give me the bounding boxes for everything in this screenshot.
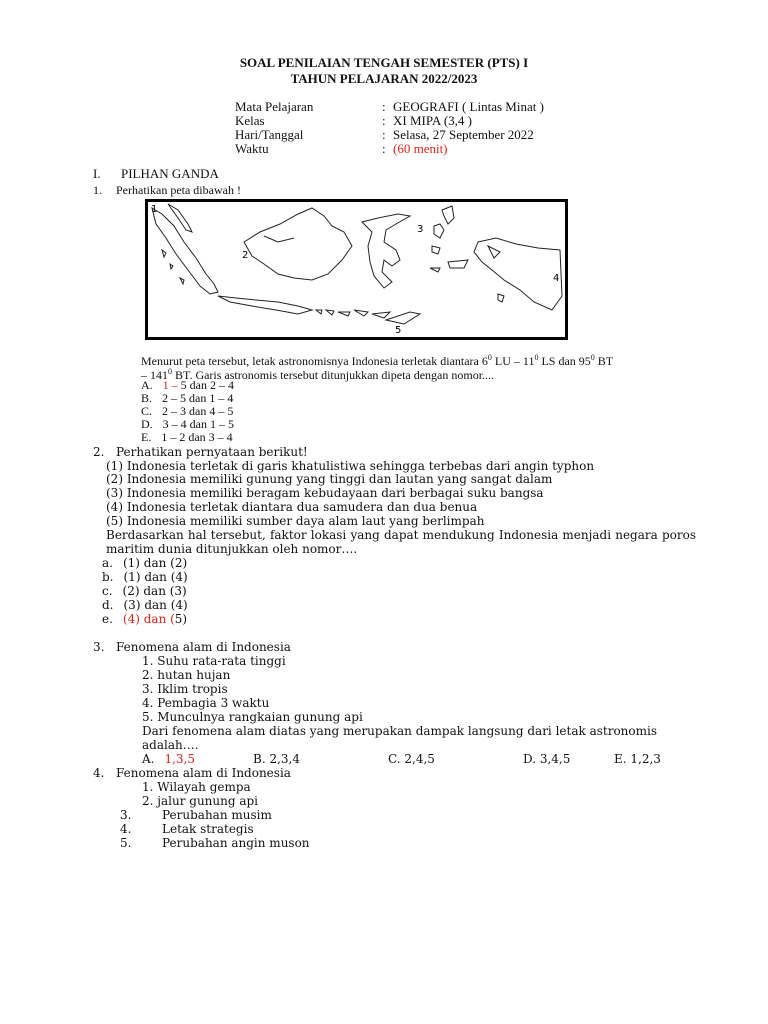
- meta-label: Hari/Tanggal: [235, 127, 304, 142]
- statement: (3) Indonesia memiliki beragam kebudayaan dari berbagai suku bangsa: [106, 486, 544, 500]
- map-label-3: 3: [417, 224, 424, 235]
- list-item: 4. Pembagia 3 waktu: [142, 696, 270, 710]
- option[interactable]: [141, 391, 233, 405]
- question-text: Fenomena alam di Indonesia: [116, 766, 291, 780]
- meta-sep: :: [382, 141, 386, 156]
- map-label-2: 2: [242, 250, 249, 261]
- option-letter: b.: [102, 570, 114, 584]
- degree-sup: 0: [168, 367, 172, 376]
- meta-sep: :: [382, 99, 386, 114]
- option-letter: c.: [102, 584, 113, 598]
- stem-part: Menurut peta tersebut, letak astronomisnya Indonesia terletak diantara 6: [141, 354, 488, 368]
- school-year: TAHUN PELAJARAN 2022/2023: [290, 71, 478, 86]
- option-letter: E.: [141, 430, 152, 444]
- option-text: (2) dan (3): [122, 584, 187, 598]
- option[interactable]: [253, 752, 300, 766]
- question-text: Perhatikan pernyataan berikut!: [116, 445, 308, 459]
- option-text: 2 – 3 dan 4 – 5: [162, 404, 234, 418]
- option[interactable]: [102, 612, 187, 626]
- question-stem: Dari fenomena alam diatas yang merupakan dampak langsung dari letak astronomis: [142, 724, 658, 738]
- list-item: 2. jalur gunung api: [142, 794, 259, 808]
- option-letter: A.: [142, 752, 155, 766]
- question-stem-line2: adalah….: [142, 738, 199, 752]
- degree-sup: 0: [534, 353, 539, 362]
- meta-sep: :: [382, 113, 386, 128]
- list-item: 5. Munculnya rangkaian gunung api: [142, 710, 363, 724]
- meta-value: Selasa, 27 September 2022: [393, 127, 534, 142]
- question-text: Fenomena alam di Indonesia: [116, 640, 291, 654]
- stem-part: BT. Garis astronomis tersebut ditunjukkan dipeta dengan nomor....: [172, 368, 495, 382]
- statement: (4) Indonesia terletak diantara dua samudera dan dua benua: [106, 500, 478, 514]
- meta-value: GEOGRAFI ( Lintas Minat ): [393, 99, 544, 114]
- option-text: (3) dan (4): [123, 598, 188, 612]
- list-item: Perubahan angin muson: [162, 836, 310, 850]
- list-item: 3. Iklim tropis: [142, 682, 228, 696]
- option-text: (1) dan (2): [122, 556, 188, 570]
- question-text: Perhatikan peta dibawah !: [116, 183, 241, 197]
- stem-part: LS dan 95: [538, 354, 591, 368]
- option-letter: a.: [102, 556, 113, 570]
- list-item: Letak strategis: [162, 822, 254, 836]
- section-number: I.: [93, 166, 101, 181]
- stem-part: – 141: [141, 368, 168, 382]
- option[interactable]: [141, 417, 234, 431]
- list-item: 2. hutan hujan: [142, 668, 231, 682]
- option-text: 1,2,3: [630, 752, 661, 766]
- question-number: 4.: [93, 766, 105, 780]
- option-text: 2,3,4: [269, 752, 301, 766]
- exam-title: SOAL PENILAIAN TENGAH SEMESTER (PTS) I: [239, 55, 529, 70]
- option-text: 3 – 4 dan 1 – 5: [162, 417, 234, 431]
- option-letter: B.: [253, 752, 266, 766]
- option[interactable]: [141, 430, 233, 444]
- option-text: (1) dan (4): [123, 570, 188, 584]
- list-item-number: 3.: [120, 808, 132, 822]
- option-letter: E.: [614, 752, 627, 766]
- map-outline-icon: [148, 202, 565, 337]
- option-letter: C.: [141, 404, 153, 418]
- option-text-answer: 1,3,5: [164, 752, 196, 766]
- meta-label: Waktu: [235, 141, 269, 156]
- option-text: 5): [174, 612, 188, 626]
- option-answer-mark: 1 –: [162, 378, 178, 392]
- option[interactable]: [141, 404, 233, 418]
- option-letter: D.: [141, 417, 153, 431]
- map-label-1: 1: [151, 204, 158, 215]
- option[interactable]: [102, 556, 187, 570]
- statement: (5) Indonesia memiliki sumber daya alam laut yang berlimpah: [106, 514, 485, 528]
- list-item: 1. Suhu rata-rata tinggi: [142, 654, 286, 668]
- question-number: 1.: [93, 183, 102, 197]
- question-number: 3.: [93, 640, 105, 654]
- indonesia-map: [145, 199, 568, 340]
- meta-label: Mata Pelajaran: [235, 99, 314, 114]
- option[interactable]: [142, 752, 195, 766]
- option-text: 1 – 2 dan 3 – 4: [161, 430, 233, 444]
- meta-value-time: (60 menit): [393, 141, 448, 156]
- question-number: 2.: [93, 445, 105, 459]
- option[interactable]: [141, 378, 234, 392]
- option[interactable]: [102, 570, 188, 584]
- list-item-number: 5.: [120, 836, 132, 850]
- stem-part: LU – 11: [491, 354, 535, 368]
- meta-sep: :: [382, 127, 386, 142]
- option-text: 3,4,5: [539, 752, 571, 766]
- option-letter: B.: [141, 391, 153, 405]
- stem-part: BT: [594, 354, 614, 368]
- option[interactable]: [614, 752, 661, 766]
- list-item: 1. Wilayah gempa: [142, 780, 251, 794]
- option-letter: d.: [102, 598, 114, 612]
- list-item: Perubahan musim: [162, 808, 272, 822]
- option[interactable]: [523, 752, 570, 766]
- question-stem: Berdasarkan hal tersebut, faktor lokasi yang dapat mendukung Indonesia menjadi negara poros: [106, 528, 696, 542]
- degree-sup: 0: [487, 353, 492, 362]
- section-title: PILHAN GANDA: [121, 166, 219, 181]
- option-answer-mark: (4) dan (: [122, 612, 175, 626]
- option-text: 2 – 5 dan 1 – 4: [162, 391, 234, 405]
- option[interactable]: [388, 752, 435, 766]
- map-label-4: 4: [553, 273, 560, 284]
- option[interactable]: [102, 598, 188, 612]
- question-stem-line2: maritim dunia ditunjukkan oleh nomor….: [106, 542, 358, 556]
- meta-value: XI MIPA (3,4 ): [393, 113, 472, 128]
- statement: (2) Indonesia memiliki gunung yang tinggi dan lautan yang sangat dalam: [106, 472, 553, 486]
- meta-label: Kelas: [235, 113, 265, 128]
- map-label-5: 5: [395, 325, 402, 336]
- option-letter: e.: [102, 612, 113, 626]
- option-text: 5 dan 2 – 4: [177, 378, 234, 392]
- option[interactable]: [102, 584, 187, 598]
- degree-sup: 0: [590, 353, 595, 362]
- statement: (1) Indonesia terletak di garis khatulistiwa sehingga terbebas dari angin typhon: [106, 459, 595, 473]
- option-text: 2,4,5: [404, 752, 435, 766]
- option-letter: C.: [388, 752, 401, 766]
- list-item-number: 4.: [120, 822, 132, 836]
- option-letter: A.: [141, 378, 153, 392]
- option-letter: D.: [523, 752, 537, 766]
